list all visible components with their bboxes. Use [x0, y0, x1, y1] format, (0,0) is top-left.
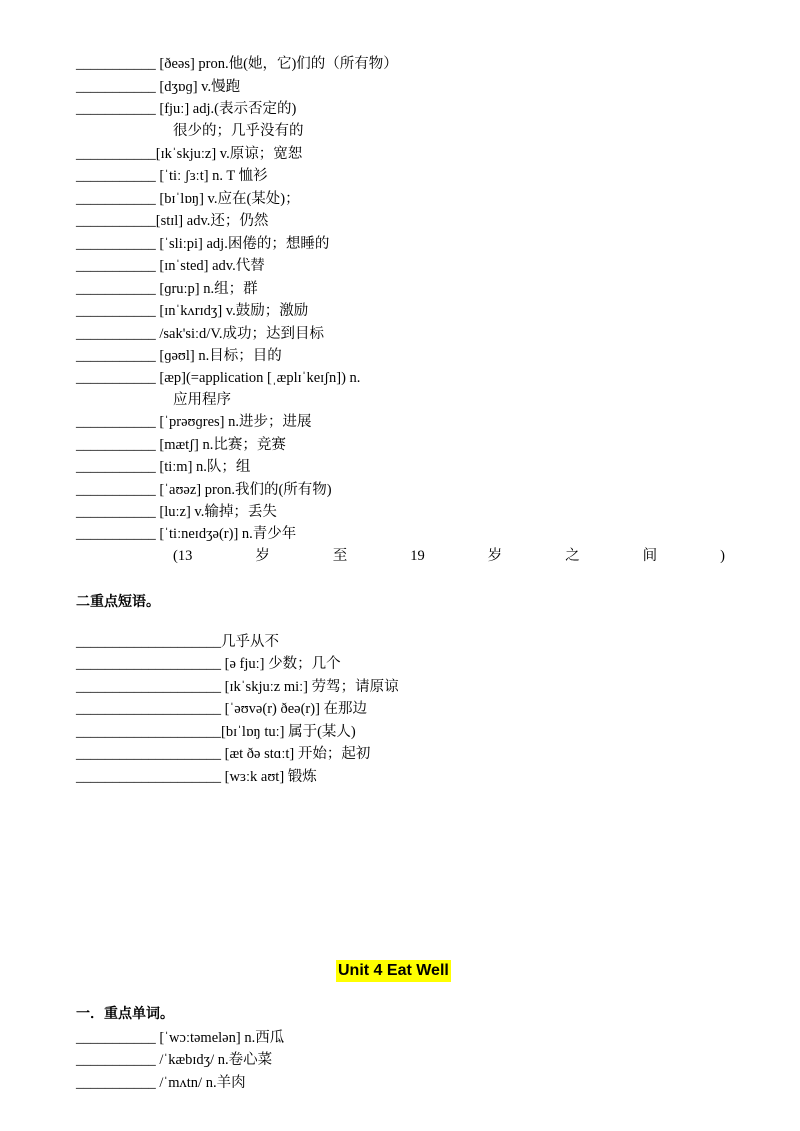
entry-text: /ˈkæbɪdʒ/ n.卷心菜: [155, 1052, 273, 1068]
phrase-entry: [76, 744, 370, 764]
phrase-entry: [76, 699, 367, 719]
note-part: 间: [642, 548, 658, 564]
entry-text: [ˈsliːpi] adj.困倦的；想睡的: [155, 236, 330, 252]
note-part: 岁: [487, 548, 503, 564]
entry-text: /ˈmʌtn/ n.羊肉: [155, 1075, 246, 1091]
vocab-entry: [76, 480, 332, 500]
entry-text: [ˈtiː ʃɜːt] n. T 恤衫: [155, 168, 268, 184]
entry-text: [ɪkˈskjuːz] v.原谅；宽恕: [155, 146, 303, 162]
vocab-entry: [76, 324, 324, 344]
answer-blank[interactable]: ____________________: [76, 724, 221, 740]
vocab-entry: [76, 234, 329, 254]
answer-blank[interactable]: ___________: [76, 146, 156, 162]
vocab-entry: [76, 346, 282, 366]
entry-text: [ɪnˈkʌrɪdʒ] v.鼓励；激励: [155, 303, 309, 319]
entry-continuation: 很少的；几乎没有的: [173, 123, 304, 139]
answer-blank[interactable]: ___________: [76, 101, 156, 117]
vocab-entry: [76, 412, 312, 432]
answer-blank[interactable]: ____________________: [76, 769, 221, 785]
answer-blank[interactable]: ___________: [76, 437, 156, 453]
vocab-entry: [76, 301, 308, 321]
entry-text: [ɪnˈsted] adv.代替: [155, 258, 265, 274]
vocab-entry: [76, 256, 265, 276]
entry-text: [ˈtiːneɪdʒə(r)] n.青少年: [155, 526, 297, 542]
answer-blank[interactable]: ____________________: [76, 746, 221, 762]
entry-text: [stɪl] adv.还；仍然: [155, 213, 269, 229]
unit-title: Unit 4 Eat Well: [336, 960, 451, 982]
vocab-entry: [76, 524, 296, 544]
answer-blank[interactable]: ____________________: [76, 656, 221, 672]
vocab-entry: [76, 1028, 284, 1048]
answer-blank[interactable]: ___________: [76, 79, 156, 95]
teen-age-note: [173, 546, 725, 566]
note-part: 岁: [255, 548, 270, 564]
answer-blank[interactable]: ___________: [76, 1075, 156, 1091]
entry-text: [bɪˈlɒŋ tuː] 属于(某人): [221, 724, 356, 740]
vocab-entry: [76, 54, 398, 74]
entry-text: [ɡruːp] n.组；群: [155, 281, 258, 297]
vocab-entry: [76, 144, 302, 164]
note-part: 至: [332, 548, 348, 564]
answer-blank[interactable]: ___________: [76, 1030, 156, 1046]
answer-blank[interactable]: ___________: [76, 213, 156, 229]
entry-text: [tiːm] n.队；组: [155, 459, 251, 475]
note-part: 19: [410, 548, 425, 564]
answer-blank[interactable]: ____________________: [76, 634, 221, 650]
entry-text: [ðeəs] pron.他(她，它)们的（所有物）: [155, 56, 398, 72]
answer-blank[interactable]: ____________________: [76, 701, 221, 717]
answer-blank[interactable]: ___________: [76, 482, 156, 498]
entry-text: [mætʃ] n.比赛；竞赛: [155, 437, 286, 453]
answer-blank[interactable]: ___________: [76, 504, 156, 520]
note-part: (13: [173, 548, 193, 564]
unit4-vocab-heading: 一．重点单词。: [76, 1006, 174, 1022]
vocab-entry: [76, 502, 277, 522]
answer-blank[interactable]: ___________: [76, 459, 156, 475]
entry-text: [ə fjuː] 少数；几个: [221, 656, 341, 672]
vocab-entry: [76, 368, 360, 388]
note-part: ): [720, 548, 725, 564]
answer-blank[interactable]: ____________________: [76, 679, 221, 695]
answer-blank[interactable]: ___________: [76, 168, 156, 184]
entry-text: 几乎从不: [221, 634, 279, 650]
answer-blank[interactable]: ___________: [76, 303, 156, 319]
phrase-entry: [76, 722, 356, 742]
vocab-entry: [76, 279, 258, 299]
entry-text: [fjuː] adj.(表示否定的): [155, 101, 297, 117]
entry-text: [ˈprəʊɡres] n.进步；进展: [155, 414, 312, 430]
entry-text: [ɪkˈskjuːz miː] 劳驾；请原谅: [221, 679, 399, 695]
answer-blank[interactable]: ___________: [76, 281, 156, 297]
entry-text: [luːz] v.输掉；丢失: [155, 504, 277, 520]
vocab-entry: [76, 1050, 272, 1070]
vocab-entry: [76, 435, 286, 455]
entry-continuation: 应用程序: [173, 392, 231, 408]
phrase-entry: [76, 654, 341, 674]
answer-blank[interactable]: ___________: [76, 191, 156, 207]
answer-blank[interactable]: ___________: [76, 56, 156, 72]
vocab-entry: [76, 166, 268, 186]
answer-blank[interactable]: ___________: [76, 414, 156, 430]
entry-text: [ˈwɔːtəmelən] n.西瓜: [155, 1030, 285, 1046]
answer-blank[interactable]: ___________: [76, 326, 156, 342]
phrase-entry: [76, 632, 279, 652]
entry-text: [æp](=application [ˌæplɪˈkeɪʃn]) n.: [155, 370, 361, 386]
entry-text: [ˈəʊvə(r) ðeə(r)] 在那边: [221, 701, 368, 717]
entry-text: [ɡəʊl] n.目标；目的: [155, 348, 282, 364]
note-part: 之: [565, 548, 580, 564]
phrase-entry: [76, 767, 317, 787]
entry-text: [dʒɒɡ] v.慢跑: [155, 79, 241, 95]
entry-text: [ˈaʊəz] pron.我们的(所有物): [155, 482, 332, 498]
vocab-entry: [76, 189, 300, 209]
entry-text: /sak'siːd/V.成功；达到目标: [155, 326, 325, 342]
answer-blank[interactable]: ___________: [76, 1052, 156, 1068]
vocab-entry: [76, 1073, 246, 1093]
entry-text: [wɜːk aʊt] 锻炼: [221, 769, 317, 785]
phrase-entry: [76, 677, 399, 697]
answer-blank[interactable]: ___________: [76, 526, 156, 542]
answer-blank[interactable]: ___________: [76, 348, 156, 364]
vocab-entry: [76, 457, 250, 477]
vocab-entry: [76, 99, 296, 119]
answer-blank[interactable]: ___________: [76, 370, 156, 386]
entry-text: [bɪˈlɒŋ] v.应在(某处)；: [155, 191, 300, 207]
answer-blank[interactable]: ___________: [76, 236, 156, 252]
vocab-entry: [76, 77, 240, 97]
phrases-heading: 二重点短语。: [76, 594, 160, 610]
entry-text: [æt ðə stɑːt] 开始；起初: [221, 746, 371, 762]
answer-blank[interactable]: ___________: [76, 258, 156, 274]
vocab-entry: [76, 211, 268, 231]
